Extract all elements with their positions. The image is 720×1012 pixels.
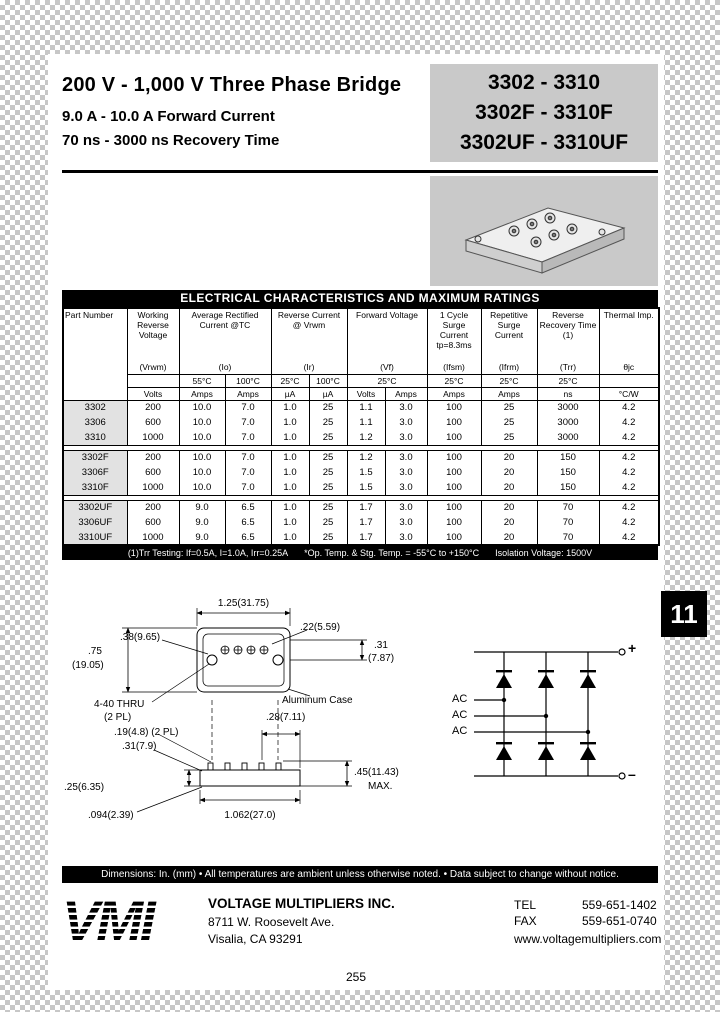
value-cell: 1.2 [347, 430, 385, 445]
value-cell: 150 [537, 450, 599, 465]
value-cell: 20 [481, 465, 537, 480]
value-cell: 100 [427, 430, 481, 445]
company-name: VOLTAGE MULTIPLIERS INC. [208, 896, 395, 911]
value-cell: 10.0 [179, 430, 225, 445]
fax-label: FAX [514, 914, 537, 928]
value-cell: 3.0 [385, 465, 427, 480]
value-cell: 1000 [127, 480, 179, 495]
value-cell: 10.0 [179, 415, 225, 430]
dim-body-length: 1.062(27.0) [224, 810, 276, 821]
value-cell: 100 [427, 515, 481, 530]
value-cell: 1.7 [347, 515, 385, 530]
table-row [63, 480, 659, 495]
dim-base-step: .094(2.39) [88, 810, 134, 821]
value-cell: 10.0 [179, 480, 225, 495]
unit-cell: Amps [179, 387, 225, 400]
unit-cell: ns [537, 387, 599, 400]
company-address-street: 8711 W. Roosevelt Ave. [208, 915, 335, 929]
unit-cell: Volts [127, 387, 179, 400]
value-cell: 20 [481, 450, 537, 465]
value-cell: 100 [427, 400, 481, 415]
header-divider [62, 170, 658, 173]
value-cell: 20 [481, 515, 537, 530]
value-cell: 1.0 [271, 500, 309, 515]
units-row [63, 387, 659, 400]
value-cell: 100 [427, 450, 481, 465]
unit-cell: µA [271, 387, 309, 400]
value-cell: 1.5 [347, 465, 385, 480]
value-cell: 3000 [537, 400, 599, 415]
part-number-cell: 3306 [63, 415, 127, 430]
value-cell: 1.0 [271, 465, 309, 480]
table-row [63, 500, 659, 515]
value-cell: 9.0 [179, 530, 225, 545]
table-row [63, 415, 659, 430]
value-cell: 7.0 [225, 415, 271, 430]
value-cell: 20 [481, 530, 537, 545]
subtitle-recovery-time: 70 ns - 3000 ns Recovery Time [62, 132, 280, 149]
table-row [63, 515, 659, 530]
value-cell: 100 [427, 480, 481, 495]
unit-cell: Amps [481, 387, 537, 400]
value-cell: 100 [427, 500, 481, 515]
table-row [63, 400, 659, 415]
value-cell: 25 [309, 515, 347, 530]
col-header-io: Average Rectified Current @TC (Io) [179, 308, 271, 374]
value-cell: 25 [481, 415, 537, 430]
bridge-schematic-diagram [462, 636, 652, 786]
col-header-vrwm: Working Reverse Voltage (Vrwm) [127, 308, 179, 374]
value-cell: 100 [427, 465, 481, 480]
table-row [63, 450, 659, 465]
value-cell: 3.0 [385, 515, 427, 530]
value-cell: 25 [481, 400, 537, 415]
dim-height-in: .75 [88, 646, 102, 657]
value-cell: 3.0 [385, 415, 427, 430]
value-cell: 25 [309, 450, 347, 465]
value-cell: 25 [481, 430, 537, 445]
col-header-vf: Forward Voltage (Vf) [347, 308, 427, 374]
value-cell: 3.0 [385, 450, 427, 465]
value-cell: 25 [309, 530, 347, 545]
value-cell: 4.2 [599, 415, 659, 430]
value-cell: 25 [309, 465, 347, 480]
dim-overall-width: 1.25(31.75) [217, 598, 270, 609]
dim-body-thickness: .25(6.35) [64, 782, 105, 793]
fax-number: 559-651-0740 [582, 914, 657, 928]
value-cell: 4.2 [599, 450, 659, 465]
value-cell: 70 [537, 515, 599, 530]
dim-hole-offset: .38(9.65) [120, 632, 161, 643]
dim-terminal-spacing: .22(5.59) [300, 622, 341, 633]
unit-cell: Volts [347, 387, 385, 400]
ac-input-label-1: AC [452, 693, 468, 705]
value-cell: 100 [427, 415, 481, 430]
temp-cell: 100°C [309, 374, 347, 387]
value-cell: 200 [127, 450, 179, 465]
value-cell: 200 [127, 500, 179, 515]
value-cell: 25 [309, 415, 347, 430]
value-cell: 1.7 [347, 530, 385, 545]
section-tab-11: 11 [661, 591, 707, 637]
part-number-cell: 3302 [63, 400, 127, 415]
footnote-temp: *Op. Temp. & Stg. Temp. = -55°C to +150°C [304, 548, 480, 558]
temp-cell: 55°C [179, 374, 225, 387]
value-cell: 10.0 [179, 400, 225, 415]
unit-cell: Amps [225, 387, 271, 400]
temp-cell: 100°C [225, 374, 271, 387]
ratings-table [62, 307, 660, 546]
table-row [63, 530, 659, 545]
value-cell: 600 [127, 415, 179, 430]
value-cell: 3.0 [385, 480, 427, 495]
tel-label: TEL [514, 898, 537, 912]
value-cell: 100 [427, 530, 481, 545]
value-cell: 9.0 [179, 515, 225, 530]
value-cell: 6.5 [225, 500, 271, 515]
value-cell: 1.2 [347, 450, 385, 465]
table-row [63, 465, 659, 480]
value-cell: 600 [127, 465, 179, 480]
mechanical-drawing-section [62, 588, 658, 862]
series-range: 3302 - 3310 [487, 71, 601, 94]
thru-hole-note-2pl: (2 PL) [104, 712, 132, 723]
footnote-isolation: Isolation Voltage: 1500V [495, 548, 593, 558]
value-cell: 3.0 [385, 400, 427, 415]
aluminum-case-label: Aluminum Case [282, 695, 353, 706]
col-header-thermal: Thermal Imp. θjc [599, 308, 659, 374]
value-cell: 7.0 [225, 430, 271, 445]
dim-pin-height: .31(7.9) [122, 741, 157, 752]
part-number-cell: 3310 [63, 430, 127, 445]
page-number: 255 [345, 970, 367, 984]
temp-cell [599, 374, 659, 387]
value-cell: 4.2 [599, 500, 659, 515]
value-cell: 200 [127, 400, 179, 415]
value-cell: 7.0 [225, 465, 271, 480]
value-cell: 6.5 [225, 530, 271, 545]
series-range: 3302F - 3310F [475, 101, 613, 124]
col-header-ifrm: Repetitive Surge Current (Ifrm) [481, 308, 537, 374]
tel-number: 559-651-1402 [582, 898, 657, 912]
value-cell: 10.0 [179, 465, 225, 480]
vmi-logo-text: VMI [62, 894, 153, 948]
col-header-ir: Reverse Current @ Vrwm (Ir) [271, 308, 347, 374]
value-cell: 1.0 [271, 415, 309, 430]
unit-cell: Amps [385, 387, 427, 400]
value-cell: 4.2 [599, 480, 659, 495]
ratings-table-block [62, 290, 658, 560]
value-cell: 1.5 [347, 480, 385, 495]
temperature-row [63, 374, 659, 387]
table-footnote-bar [62, 546, 658, 560]
value-cell: 25 [309, 500, 347, 515]
value-cell: 7.0 [225, 480, 271, 495]
value-cell: 25 [309, 400, 347, 415]
table-row [63, 430, 659, 445]
value-cell: 9.0 [179, 500, 225, 515]
temp-cell: 25°C [481, 374, 537, 387]
value-cell: 3.0 [385, 500, 427, 515]
product-photo [430, 176, 658, 286]
company-address-city: Visalia, CA 93291 [208, 932, 303, 946]
value-cell: 20 [481, 480, 537, 495]
value-cell: 1000 [127, 430, 179, 445]
value-cell: 25 [309, 430, 347, 445]
temp-cell: 25°C [427, 374, 481, 387]
value-cell: 10.0 [179, 450, 225, 465]
value-cell: 3.0 [385, 430, 427, 445]
value-cell: 25 [309, 480, 347, 495]
col-header-ifsm: 1 Cycle Surge Current tp=8.3ms (Ifsm) [427, 308, 481, 374]
subtitle-forward-current: 9.0 A - 10.0 A Forward Current [62, 108, 275, 125]
value-cell: 1.1 [347, 400, 385, 415]
value-cell: 150 [537, 480, 599, 495]
value-cell: 70 [537, 530, 599, 545]
temp-cell: 25°C [347, 374, 427, 387]
value-cell: 1.7 [347, 500, 385, 515]
unit-cell: °C/W [599, 387, 659, 400]
ratings-table-body [63, 400, 659, 545]
value-cell: 1.0 [271, 400, 309, 415]
value-cell: 1.0 [271, 450, 309, 465]
series-range: 3302UF - 3310UF [459, 131, 629, 154]
part-number-series-box [430, 64, 658, 162]
part-number-cell: 3310F [63, 480, 127, 495]
page-title: 200 V - 1,000 V Three Phase Bridge [62, 74, 402, 96]
value-cell: 600 [127, 515, 179, 530]
product-photo-drawing [430, 176, 658, 286]
value-cell: 3.0 [385, 530, 427, 545]
value-cell: 4.2 [599, 430, 659, 445]
table-title: ELECTRICAL CHARACTERISTICS AND MAXIMUM RATINGS [62, 290, 658, 307]
ac-input-label-2: AC [452, 709, 468, 721]
part-number-cell: 3302UF [63, 500, 127, 515]
value-cell: 1.0 [271, 480, 309, 495]
dim-right-in: .31 [374, 640, 388, 651]
dim-height-mm: (19.05) [72, 660, 104, 671]
value-cell: 4.2 [599, 465, 659, 480]
part-number-cell: 3306F [63, 465, 127, 480]
unit-cell: µA [309, 387, 347, 400]
value-cell: 1.0 [271, 530, 309, 545]
company-website: www.voltagemultipliers.com [514, 932, 662, 946]
value-cell: 150 [537, 465, 599, 480]
temp-cell: 25°C [271, 374, 309, 387]
value-cell: 1.1 [347, 415, 385, 430]
part-number-cell: 3306UF [63, 515, 127, 530]
conditions-bar: Dimensions: In. (mm) • All temperatures are ambient unless otherwise noted. • Data subject to change without notice. [62, 866, 658, 883]
unit-cell: Amps [427, 387, 481, 400]
value-cell: 3000 [537, 430, 599, 445]
value-cell: 4.2 [599, 400, 659, 415]
company-block [62, 892, 662, 962]
dim-max-height: .45(11.43) [354, 767, 399, 778]
dim-right-mm: (7.87) [368, 653, 395, 664]
dim-pin-pitch: .28(7.11) [266, 712, 306, 723]
value-cell: 4.2 [599, 515, 659, 530]
value-cell: 20 [481, 500, 537, 515]
thru-hole-note: 4-40 THRU [94, 699, 145, 710]
temp-cell: 25°C [537, 374, 599, 387]
negative-terminal-label: – [628, 766, 636, 782]
value-cell: 1.0 [271, 430, 309, 445]
value-cell: 4.2 [599, 530, 659, 545]
value-cell: 70 [537, 500, 599, 515]
col-header-part-number: Part Number [63, 308, 127, 400]
part-number-cell: 3302F [63, 450, 127, 465]
value-cell: 7.0 [225, 450, 271, 465]
value-cell: 7.0 [225, 400, 271, 415]
vmi-logo [62, 894, 194, 948]
page-content [48, 54, 664, 990]
temp-cell [127, 374, 179, 387]
col-header-trr: Reverse Recovery Time (1) (Trr) [537, 308, 599, 374]
positive-terminal-label: + [628, 640, 637, 656]
value-cell: 6.5 [225, 515, 271, 530]
part-number-cell: 3310UF [63, 530, 127, 545]
dim-max-label: MAX. [368, 781, 393, 792]
footnote-trr: (1)Trr Testing: If=0.5A, I=1.0A, Irr=0.25A [127, 548, 289, 558]
dim-pin-width: .19(4.8) (2 PL) [114, 727, 179, 738]
ac-input-label-3: AC [452, 725, 468, 737]
value-cell: 1000 [127, 530, 179, 545]
value-cell: 1.0 [271, 515, 309, 530]
value-cell: 3000 [537, 415, 599, 430]
